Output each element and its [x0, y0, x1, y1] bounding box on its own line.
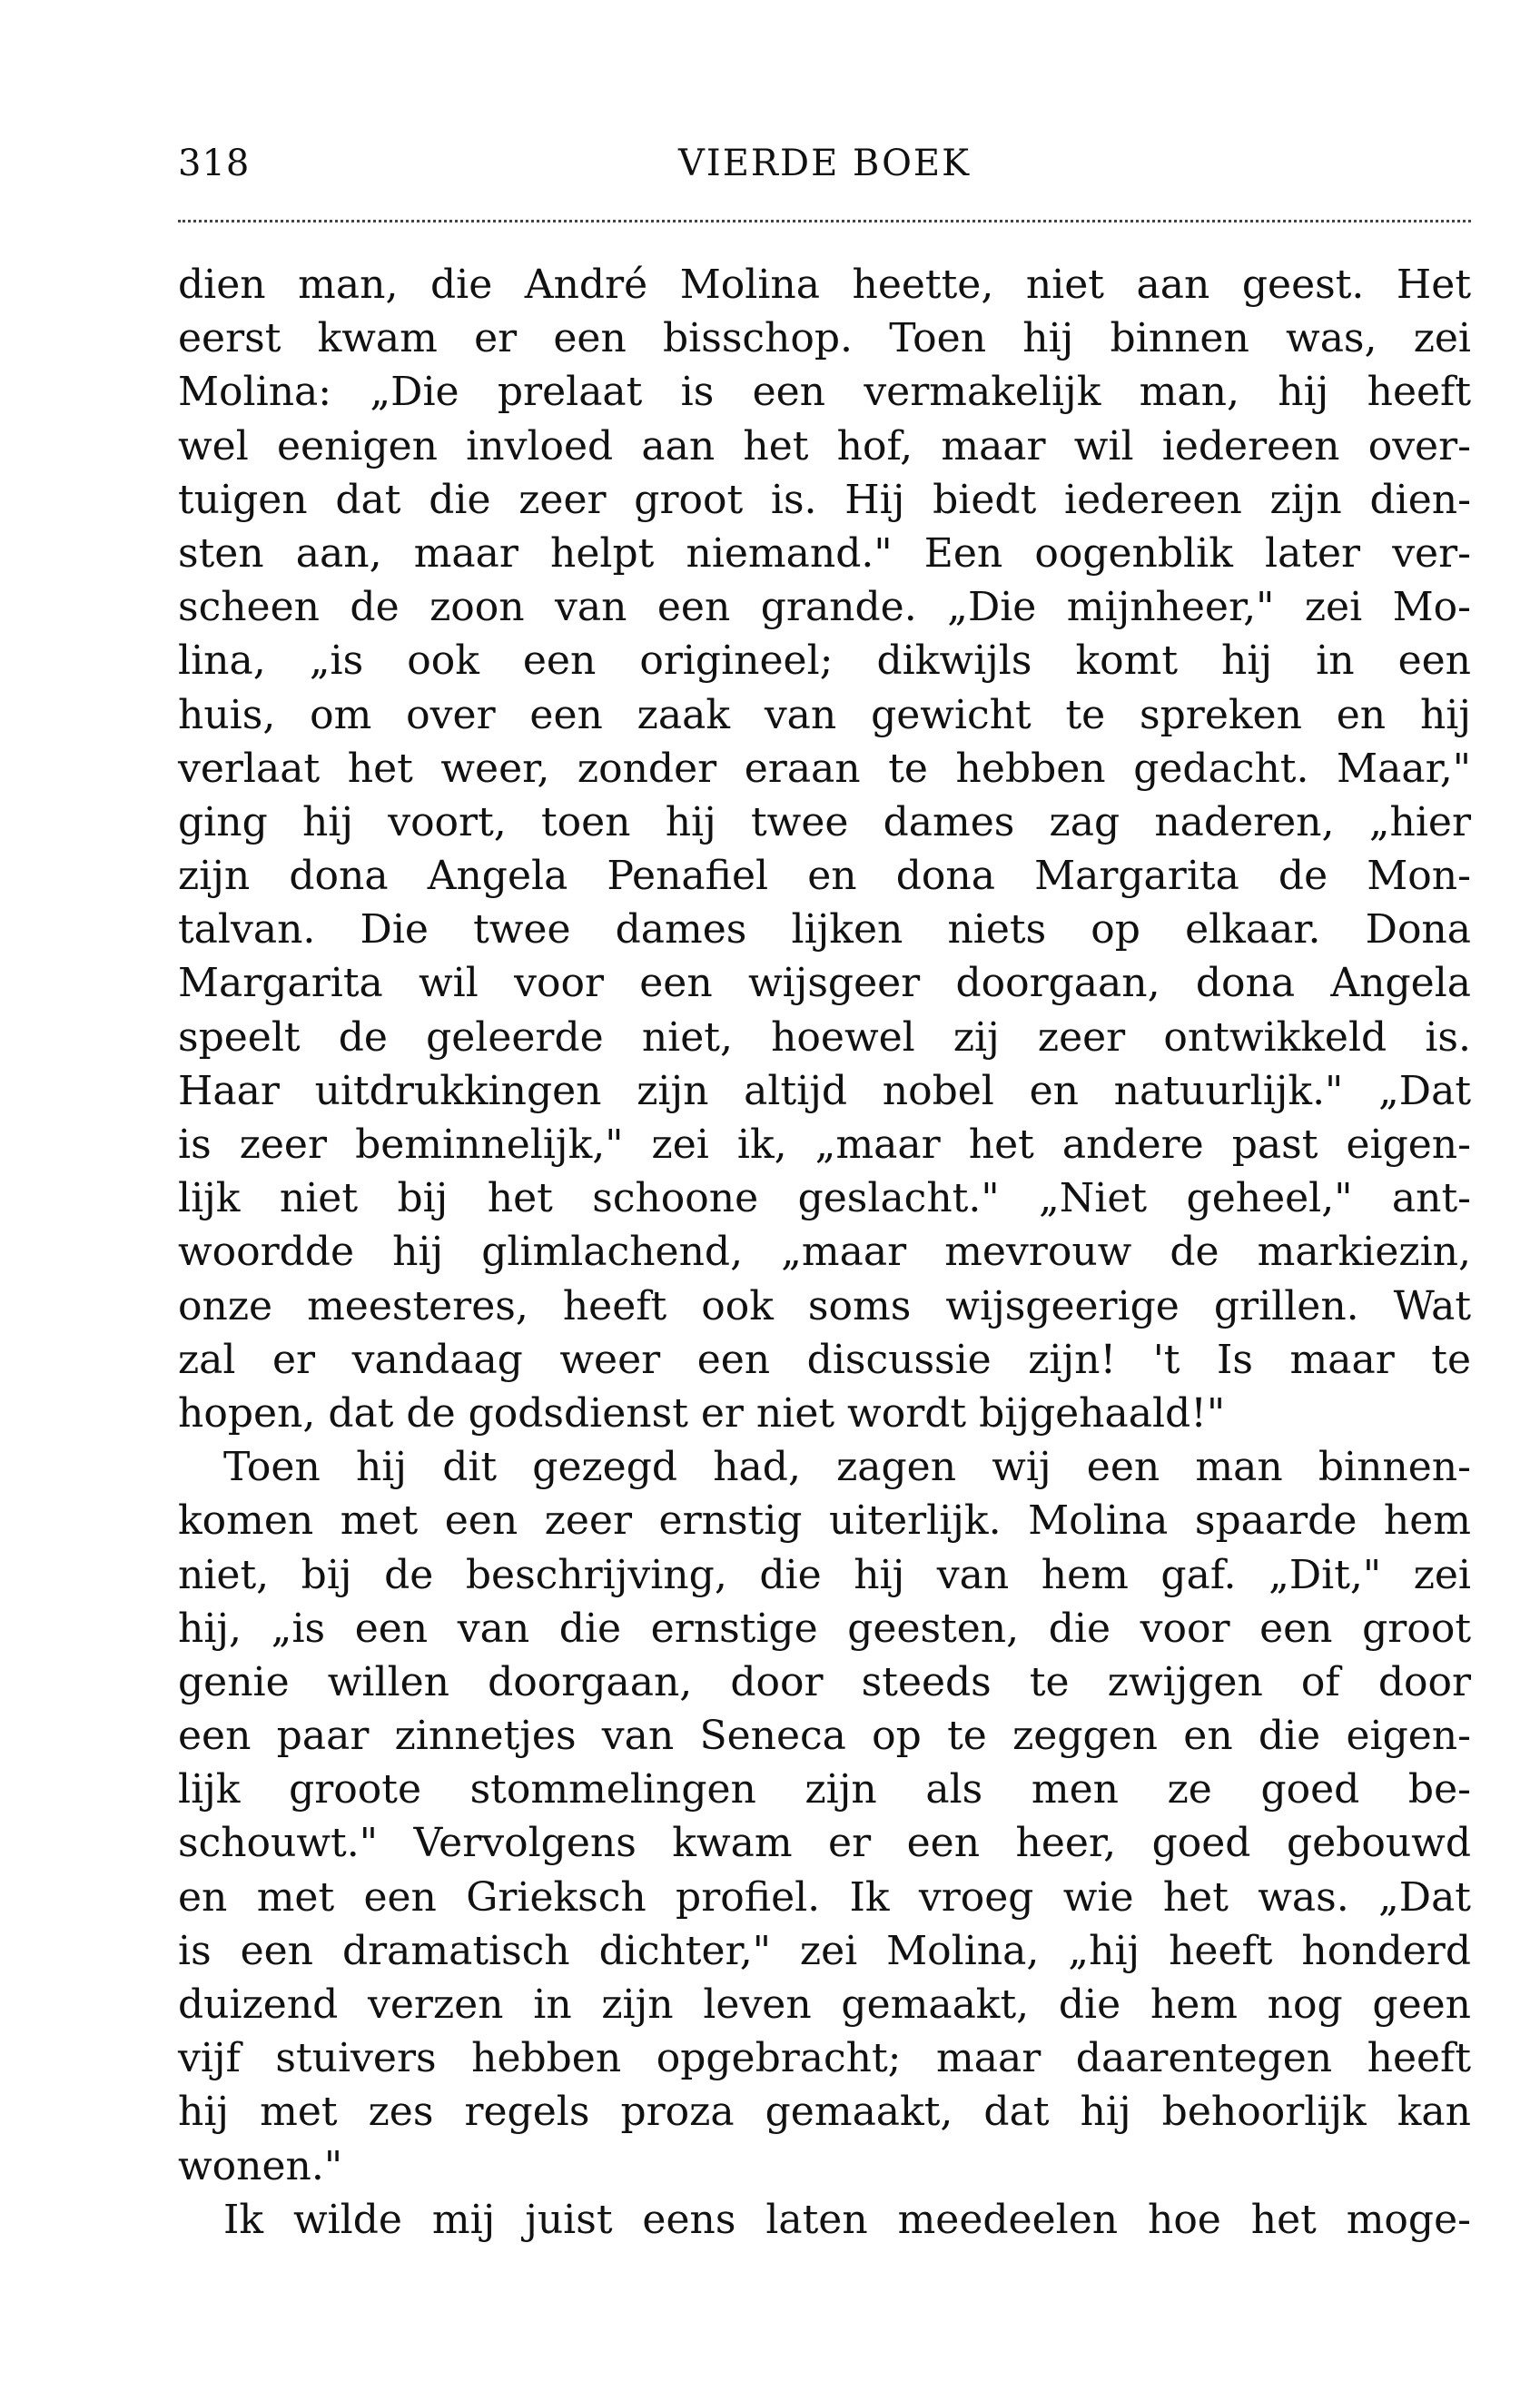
text-line: hij, „is een van die ernstige geesten, die voor een groot [178, 1605, 1471, 1652]
text-line: en met een Grieksch profiel. Ik vroeg wie het was. „Dat [178, 1873, 1471, 1921]
text-line: speelt de geleerde niet, hoewel zij zeer ontwikkeld is. [178, 1013, 1471, 1061]
running-head: VIERDE BOEK [678, 143, 971, 184]
page-number: 318 [178, 143, 251, 184]
body-text [178, 258, 1471, 2247]
text-line: is een dramatisch dichter," zei Molina, „hij heeft honderd [178, 1927, 1471, 1974]
text-line: lijk groote stommelingen zijn als men ze goed be- [178, 1766, 1471, 1813]
text-line: zal er vandaag weer een discussie zijn! 't Is maar te [178, 1336, 1471, 1383]
text-line: scheen de zoon van een grande. „Die mijnheer," zei Mo- [178, 584, 1471, 631]
text-line: vijf stuivers hebben opgebracht; maar daarentegen heeft [178, 2035, 1471, 2082]
text-line: Toen hij dit gezegd had, zagen wij een man binnen- [223, 1444, 1471, 1491]
text-line: hopen, dat de godsdienst er niet wordt bijgehaald!" [178, 1389, 1226, 1437]
text-line: sten aan, maar helpt niemand." Een oogenblik later ver- [178, 529, 1471, 577]
text-line: wonen." [178, 2142, 343, 2189]
text-line: dien man, die André Molina heette, niet aan geest. Het [178, 262, 1471, 308]
text-line: ging hij voort, toen hij twee dames zag naderen, „hier [178, 798, 1471, 845]
text-line: Molina: „Die prelaat is een vermakelijk man, hij heeft [178, 369, 1471, 416]
text-line: verlaat het weer, zonder eraan te hebben gedacht. Maar," [178, 745, 1471, 792]
text-line: lina, „is ook een origineel; dikwijls komt hij in een [178, 637, 1471, 685]
text-line: lijk niet bij het schoone geslacht." „Niet geheel," ant- [178, 1175, 1471, 1222]
text-line: Margarita wil voor een wijsgeer doorgaan, dona Angela [178, 960, 1471, 1007]
header-divider [178, 220, 1471, 222]
text-line: tuigen dat die zeer groot is. Hij biedt iedereen zijn dien- [178, 476, 1471, 523]
text-line: genie willen doorgaan, door steeds te zwijgen of door [178, 1658, 1471, 1705]
text-line: duizend verzen in zijn leven gemaakt, die hem nog geen [178, 1981, 1471, 2028]
text-line: zijn dona Angela Penafiel en dona Margarita de Mon- [178, 853, 1471, 900]
text-line: talvan. Die twee dames lijken niets op elkaar. Dona [178, 906, 1471, 953]
text-line: is zeer beminnelijk," zei ik, „maar het andere past eigen- [178, 1121, 1471, 1168]
text-line: woordde hij glimlachend, „maar mevrouw de markiezin, [178, 1229, 1471, 1276]
text-line: Haar uitdrukkingen zijn altijd nobel en natuurlijk." „Dat [178, 1067, 1471, 1114]
text-line: Ik wilde mij juist eens laten meedeelen hoe het moge- [223, 2196, 1471, 2243]
text-line: onze meesteres, heeft ook soms wijsgeerige grillen. Wat [178, 1282, 1471, 1329]
text-line: niet, bij de beschrijving, die hij van hem gaf. „Dit," zei [178, 1551, 1471, 1598]
text-line: huis, om over een zaak van gewicht te spreken en hij [178, 691, 1471, 738]
page-header [178, 136, 1471, 191]
text-line: hij met zes regels proza gemaakt, dat hij behoorlijk kan [178, 2089, 1471, 2136]
text-line: komen met een zeer ernstig uiterlijk. Molina spaarde hem [178, 1497, 1471, 1545]
text-line: wel eenigen invloed aan het hof, maar wil iedereen over- [178, 422, 1471, 469]
text-line: schouwt." Vervolgens kwam er een heer, goed gebouwd [178, 1820, 1471, 1867]
text-line: een paar zinnetjes van Seneca op te zeggen en die eigen- [178, 1713, 1471, 1760]
text-line: eerst kwam er een bisschop. Toen hij binnen was, zei [178, 315, 1471, 362]
